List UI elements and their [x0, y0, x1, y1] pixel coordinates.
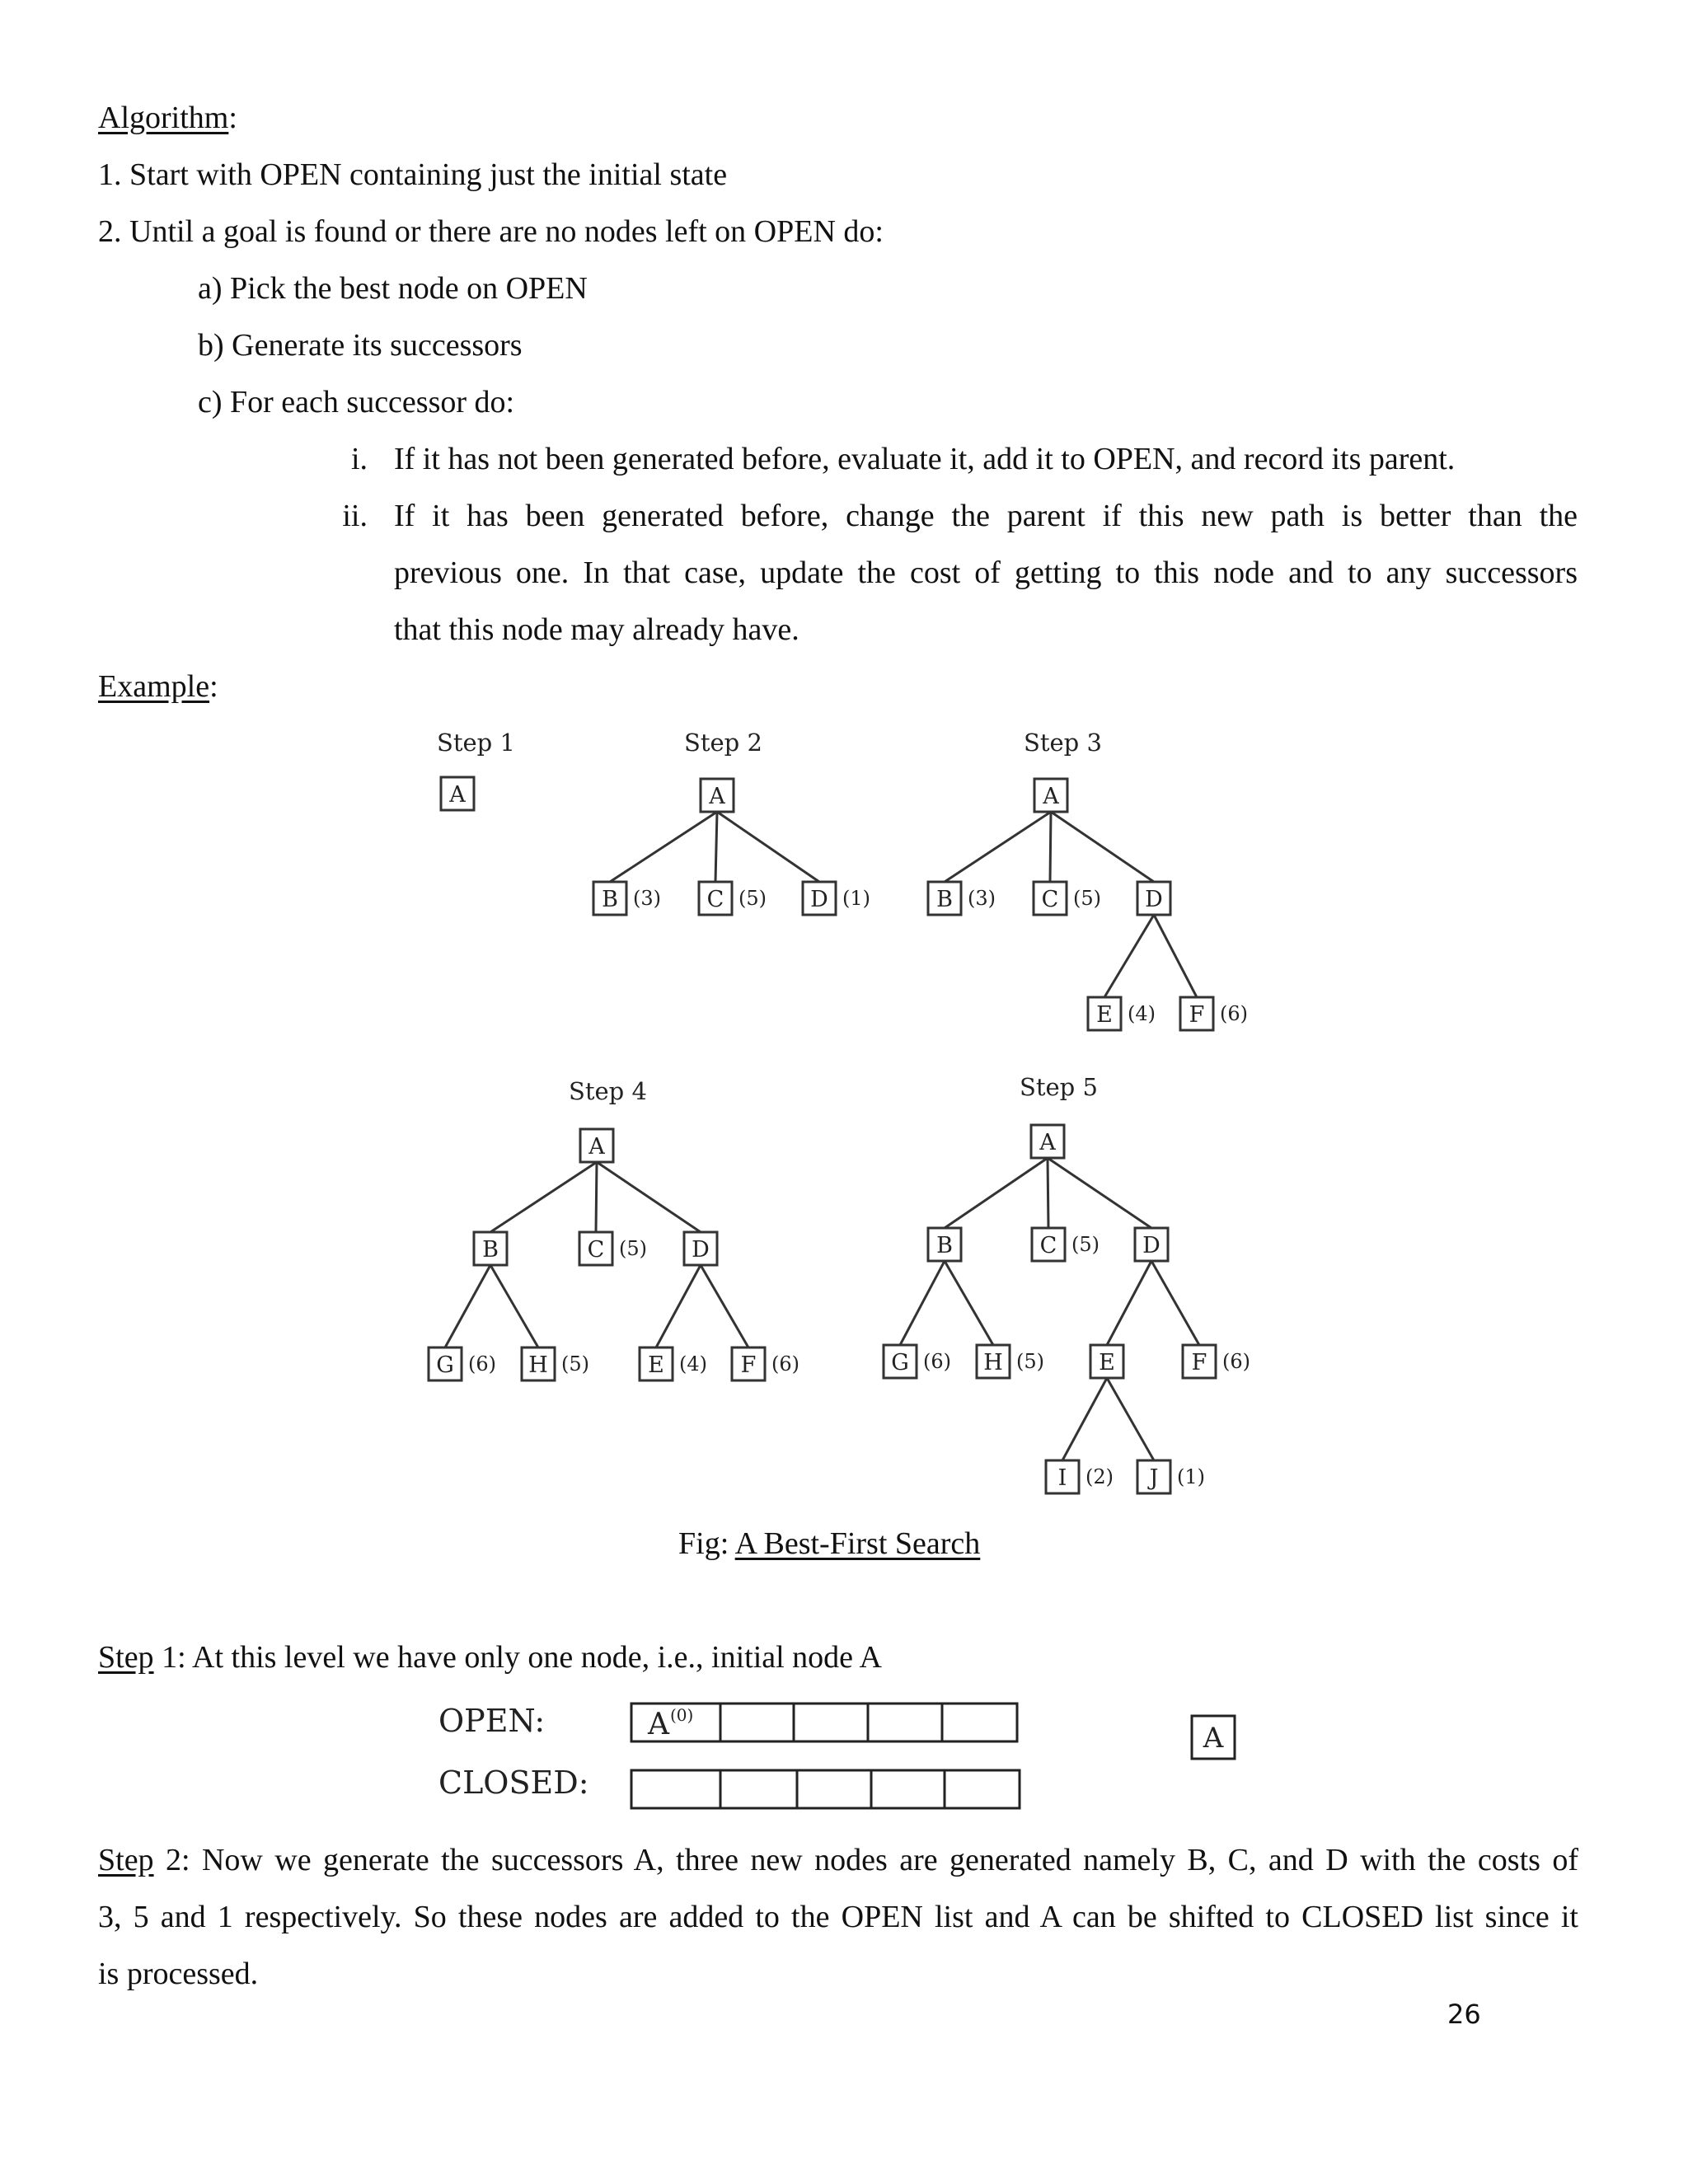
node-label: B — [936, 887, 953, 912]
node-label: H — [983, 1350, 1003, 1376]
side-node-label: A — [1203, 1722, 1224, 1755]
node-label: A — [709, 784, 725, 809]
node-label: D — [692, 1237, 710, 1263]
node-label: E — [1096, 1002, 1113, 1028]
node-label: B — [936, 1233, 953, 1258]
node-label: B — [482, 1237, 499, 1263]
node-cost: (5) — [619, 1237, 647, 1260]
step-2-paragraph-line2: 3, 5 and 1 respectively. So these nodes are added to the OPEN list and A can be shifted to CLOSED list since it — [98, 1900, 1578, 1934]
algorithm-item-i-text: If it has not been generated before, evaluate it, add it to OPEN, and record its parent. — [394, 442, 1456, 476]
node-cost: (4) — [1128, 1002, 1156, 1025]
algorithm-step-2: 2. Until a goal is found or there are no nodes left on OPEN do: — [98, 214, 884, 249]
node-cost: (1) — [842, 887, 870, 910]
algorithm-item-ii-line2: previous one. In that case, update the cost of getting to this node and to any successors — [394, 555, 1578, 590]
algorithm-item-i-label: i. — [350, 442, 368, 476]
node-cost: (5) — [738, 887, 767, 910]
closed-list-label: CLOSED: — [438, 1765, 589, 1801]
open-list-item: A — [648, 1708, 669, 1741]
example-heading: Example: — [98, 669, 218, 704]
step-2-label: Step 2 — [684, 729, 762, 757]
algorithm-item-ii-label: ii. — [342, 499, 368, 533]
node-label: F — [740, 1352, 757, 1378]
node-label: A — [449, 782, 466, 808]
node-cost: (1) — [1177, 1465, 1205, 1488]
node-cost: (5) — [1016, 1350, 1044, 1373]
node-label: H — [528, 1352, 548, 1378]
step-2-paragraph-line3: is processed. — [98, 1957, 259, 1991]
node-cost: (6) — [771, 1352, 799, 1376]
node-cost: (6) — [923, 1350, 951, 1373]
step-4-label: Step 4 — [569, 1077, 647, 1105]
algorithm-item-ii-line3: that this node may already have. — [394, 612, 799, 647]
node-label: E — [1099, 1350, 1115, 1376]
node-label: F — [1189, 1002, 1205, 1028]
figure-caption: Fig: A Best-First Search — [678, 1526, 981, 1561]
node-label: A — [588, 1134, 605, 1160]
node-label: A — [1043, 784, 1059, 809]
node-label: D — [1145, 887, 1163, 912]
node-label: C — [1041, 887, 1059, 912]
node-cost: (6) — [1220, 1002, 1248, 1025]
algorithm-sub-b: b) Generate its successors — [198, 328, 523, 363]
closed-list-cells — [631, 1770, 1020, 1808]
algorithm-step-1: 1. Start with OPEN containing just the initial state — [98, 157, 728, 192]
algorithm-sub-a: a) Pick the best node on OPEN — [198, 271, 588, 306]
step-3-label: Step 3 — [1024, 729, 1102, 757]
node-label: G — [436, 1352, 454, 1378]
step-5-label: Step 5 — [1020, 1073, 1098, 1101]
node-cost: (5) — [1073, 887, 1101, 910]
page-number: 26 — [1447, 1999, 1481, 2030]
node-label: D — [810, 887, 828, 912]
algorithm-heading: Algorithm: — [98, 101, 237, 135]
node-cost: (5) — [561, 1352, 589, 1376]
node-cost: (6) — [1222, 1350, 1250, 1373]
algorithm-sub-c: c) For each successor do: — [198, 385, 515, 419]
node-cost: (3) — [633, 887, 661, 910]
node-label: G — [891, 1350, 909, 1376]
node-cost: (6) — [468, 1352, 496, 1376]
node-label: E — [648, 1352, 664, 1378]
node-label: A — [1039, 1130, 1056, 1155]
node-label: B — [602, 887, 618, 912]
algorithm-item-ii-line1: If it has been generated before, change the parent if this new path is better than the — [394, 499, 1578, 533]
node-label: C — [587, 1237, 605, 1263]
node-cost: (5) — [1071, 1233, 1100, 1256]
node-label: I — [1057, 1465, 1067, 1491]
node-cost: (4) — [679, 1352, 707, 1376]
node-label: D — [1142, 1233, 1160, 1258]
node-cost: (2) — [1085, 1465, 1114, 1488]
node-label: J — [1149, 1465, 1159, 1491]
node-label: F — [1191, 1350, 1207, 1376]
step-1-label: Step 1 — [437, 729, 515, 757]
step-2-paragraph-line1: Step 2: Now we generate the successors A, three new nodes are generated namely B, C, and D with the costs of — [98, 1843, 1578, 1877]
node-label: C — [1039, 1233, 1057, 1258]
step-1-paragraph: Step 1: At this level we have only one node, i.e., initial node A — [98, 1640, 882, 1675]
node-cost: (3) — [968, 887, 996, 910]
node-label: C — [706, 887, 724, 912]
open-list-item-cost: (0) — [670, 1705, 694, 1725]
open-list-label: OPEN: — [438, 1703, 546, 1739]
